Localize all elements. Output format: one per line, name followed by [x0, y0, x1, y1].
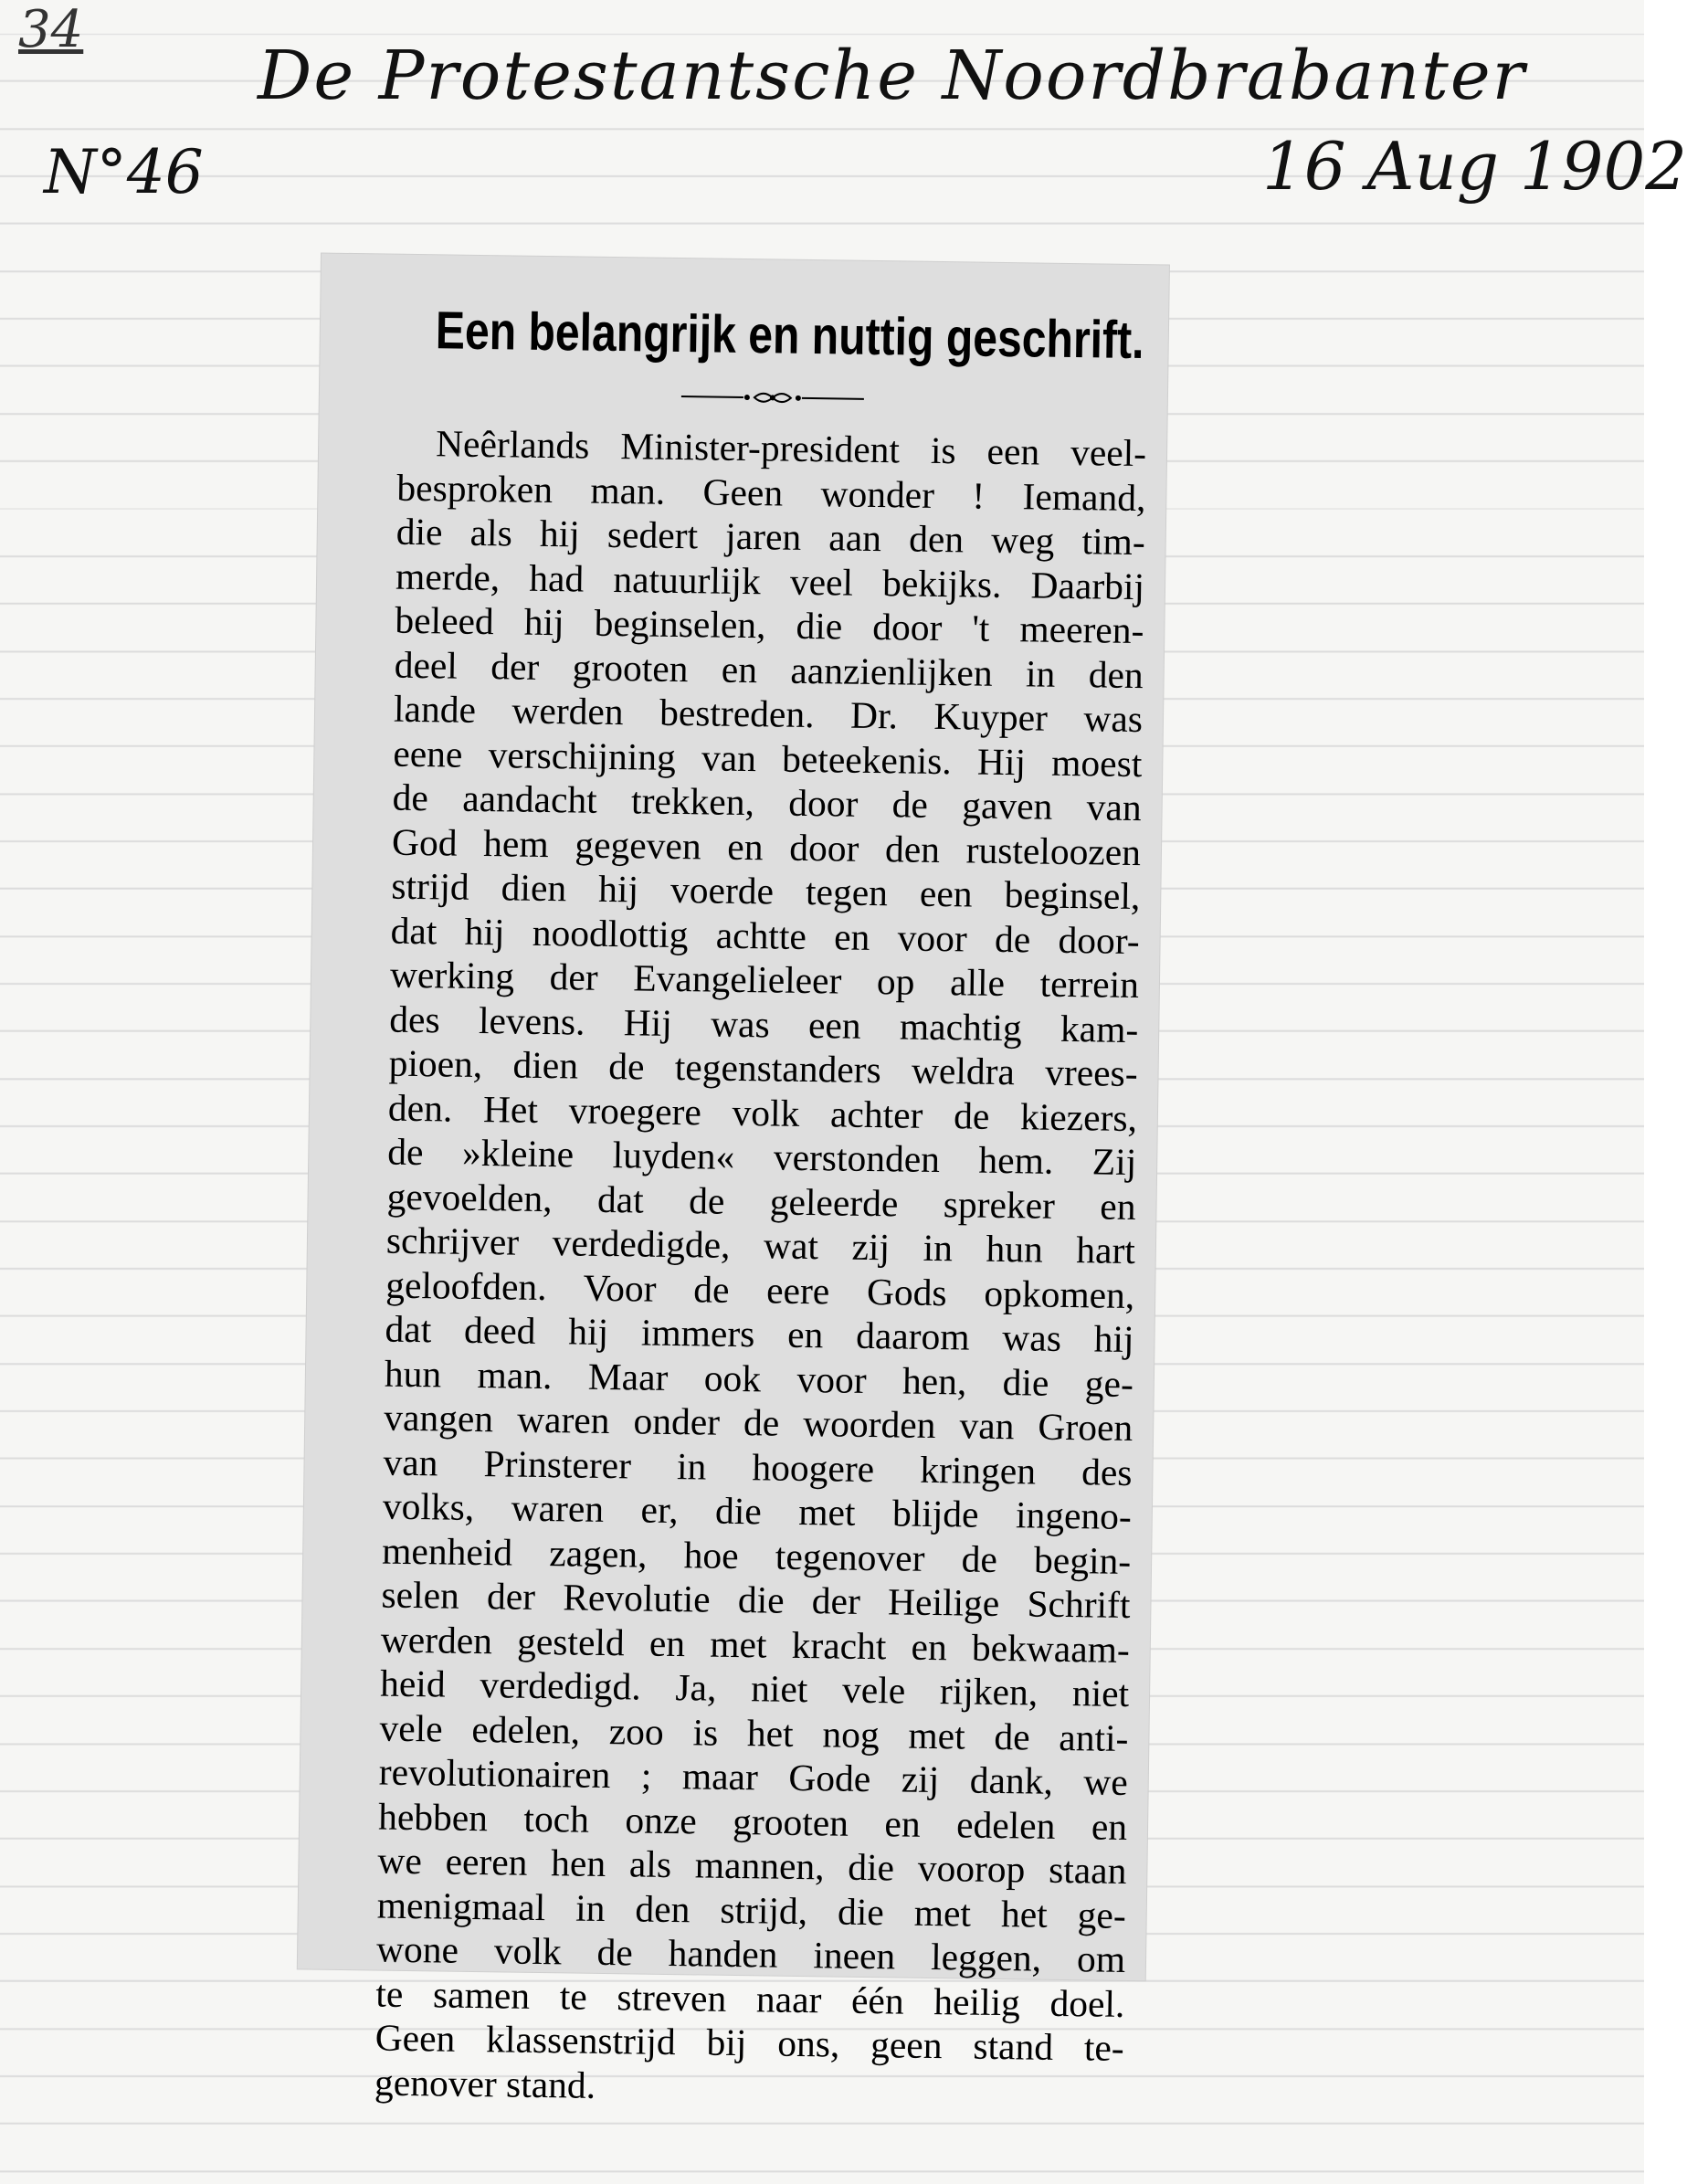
- article-line: werden gesteld en met kracht en bekwaam-: [380, 1618, 1131, 1671]
- article-line: God hem gegeven en door den rusteloozen: [391, 820, 1142, 873]
- article-line: schrijver verdedigde, wat zij in hun hart: [385, 1219, 1136, 1272]
- ornament-divider-icon: [681, 386, 864, 409]
- article-line: we eeren hen als mannen, die voorop staan: [377, 1839, 1127, 1892]
- article-line: deel der grooten en aanzienlijken in den: [394, 643, 1144, 696]
- article-line: vele edelen, zoo is het nog met de anti-: [379, 1706, 1129, 1759]
- article-line: den. Het vroegere volk achter de kiezers,: [387, 1086, 1138, 1139]
- article-line: hebben toch onze grooten en edelen en: [377, 1795, 1128, 1848]
- article-line: vangen waren onder de woorden van Groen: [383, 1396, 1133, 1450]
- article-line: selen der Revolutie die der Heilige Schrift: [381, 1573, 1131, 1627]
- issue-date: 16 Aug 1902: [1262, 128, 1687, 205]
- article-body: [374, 421, 1147, 2115]
- article-line: geloofden. Voor de eere Gods opkomen,: [385, 1263, 1135, 1316]
- article-headline: Een belangrijk en nuttig geschrift.: [435, 301, 1144, 371]
- article-line: eene verschijning van beteekenis. Hij moest: [393, 732, 1143, 785]
- article-line: beleed hij beginselen, die door 't meeren-: [395, 598, 1144, 652]
- article-line: heid verdedigd. Ja, niet vele rijken, niet: [379, 1662, 1130, 1715]
- article-line: te samen te streven naar één heilig doel.: [375, 1972, 1125, 2025]
- article-line: revolutionairen ; maar Gode zij dank, we: [378, 1750, 1129, 1804]
- article-line: de »kleine luyden« verstonden hem. Zij: [387, 1130, 1137, 1184]
- article-line: strijd dien hij voerde tegen een beginsel,: [391, 864, 1141, 918]
- article-line: wone volk de handen ineen leggen, om: [375, 1927, 1126, 1980]
- article-line: dat deed hij immers en daarom was hij: [385, 1307, 1134, 1361]
- article-line: die als hij sedert jaren aan den weg tim-: [395, 510, 1146, 564]
- article-line: pioen, dien de tegenstanders weldra vrees-: [388, 1041, 1138, 1095]
- article-line: lande werden bestreden. Dr. Kuyper was: [393, 687, 1144, 741]
- article-line: Neêrlands Minister-president is een veel-: [435, 422, 1147, 475]
- article-line: van Prinsterer in hoogere kringen des: [383, 1440, 1133, 1493]
- newspaper-clipping: [298, 254, 1169, 2106]
- article-line: volks, waren er, die met blijde ingeno-: [382, 1484, 1133, 1538]
- article-line: gevoelden, dat de geleerde spreker en: [386, 1175, 1136, 1228]
- issue-number: N°46: [44, 137, 204, 207]
- clipping-content: [374, 299, 1149, 2115]
- article-line: Geen klassenstrijd bij ons, geen stand te-: [374, 2016, 1125, 2069]
- page-number: 34: [18, 0, 84, 59]
- article-line: menigmaal in den strijd, die met het ge-: [376, 1883, 1127, 1936]
- article-line: des levens. Hij was een machtig kam-: [389, 997, 1139, 1050]
- article-line: de aandacht trekken, door de gaven van: [392, 775, 1142, 829]
- article-line: hun man. Maar ook voor hen, die ge-: [384, 1352, 1134, 1405]
- article-line: besproken man. Geen wonder ! Iemand,: [396, 466, 1146, 519]
- article-line: dat hij noodlottig achtte en voor de door-: [390, 909, 1140, 962]
- article-line: merde, had natuurlijk veel bekijks. Daarbij: [395, 554, 1145, 607]
- article-line: werking der Evangelieleer op alle terrein: [389, 953, 1140, 1007]
- newspaper-name: De Protestantsche Noordbrabanter: [258, 37, 1527, 115]
- article-line: menheid zagen, hoe tegenover de begin-: [381, 1529, 1132, 1582]
- article-line: genover stand.: [374, 2061, 596, 2106]
